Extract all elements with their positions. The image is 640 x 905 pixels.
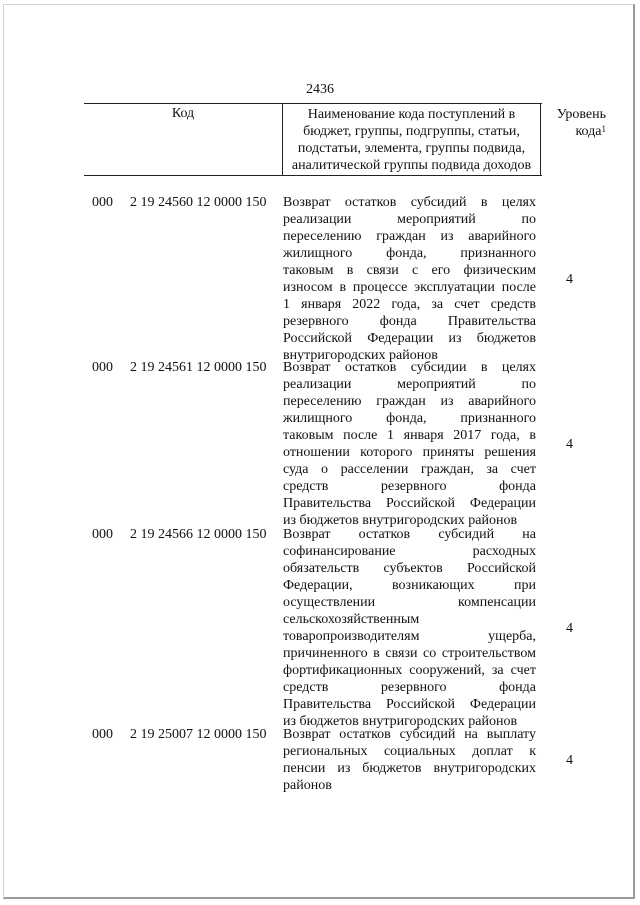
row-income-code: 2 19 24561 12 0000 150 [130,360,267,375]
header-divider [282,104,283,175]
header-level-word: кода [575,124,602,139]
row-name-line: переселению граждан из аварийного [283,394,536,409]
row-name-line: жилищного фонда, признанного [283,246,536,261]
row-level: 4 [566,753,573,768]
header-name-line: подстатьи, элемента, группы подвида, [297,141,526,156]
row-name-line: износом в процессе эксплуатации после [283,280,536,295]
row-type-code: 000 [92,195,113,210]
header-level [542,106,606,140]
page-number: 2436 [306,82,334,97]
row-name-line: Возврат остатков субсидий в целях [283,195,536,210]
row-name-line: сельскохозяйственным [283,612,420,627]
row-name-line: Российской Федерации из бюджетов [283,331,536,346]
header-name-line: Наименование кода поступлений в [307,107,516,122]
row-name-line: фортификационных сооружений, за счет [283,663,536,678]
row-name-line: таковым после 1 января 2017 года, в [283,428,536,443]
row-name-line: жилищного фонда, признанного [283,411,536,426]
row-name-line: Федерации, возникающих при [283,578,536,593]
row-level: 4 [566,272,573,287]
row-name-line: из бюджетов внутригородских районов [283,714,518,729]
row-type-code: 000 [92,527,113,542]
row-name-line: реализации мероприятий по [283,212,536,227]
row-level: 4 [566,437,573,452]
header-level-line [542,123,606,140]
row-name-line: причиненного в связи со строительством [283,646,536,661]
row-name-line: реализации мероприятий по [283,377,536,392]
header-code: Код [171,106,195,121]
header-name [284,106,539,174]
row-name-line: Правительства Российской Федерации [283,697,536,712]
row-name [283,194,536,364]
row-name-line: средств резервного фонда [283,680,536,695]
row-type-code: 000 [92,727,113,742]
row-name-line: Возврат остатков субсидий на [283,527,536,542]
row-income-code: 2 19 25007 12 0000 150 [130,727,267,742]
row-name-line: районов [283,778,332,793]
row-name-line: таковым в связи с его физическим [283,263,536,278]
row-name [283,526,536,730]
row-income-code: 2 19 24560 12 0000 150 [130,195,267,210]
row-name-line: внутригородских районов [283,348,438,363]
header-name-line: бюджет, группы, подгруппы, статьи, [303,124,520,139]
row-name-line: отношении которого приняты решения [283,445,536,460]
row-name-line: из бюджетов внутригородских районов [283,513,518,528]
row-name [283,726,536,794]
row-level: 4 [566,621,573,636]
row-type-code: 000 [92,360,113,375]
table-header [84,103,606,176]
header-divider [540,104,541,175]
row-name-line: Возврат остатков субсидий на выплату [283,727,536,742]
row-name [283,359,536,529]
row-name-line: Правительства Российской Федерации [283,496,536,511]
row-name-line: переселению граждан из аварийного [283,229,536,244]
row-name-line: Возврат остатков субсидии в целях [283,360,536,375]
header-name-line: аналитической группы подвида доходов [291,158,532,173]
row-name-line: 1 января 2022 года, за счет средств [283,297,536,312]
row-income-code: 2 19 24566 12 0000 150 [130,527,267,542]
row-name-line: средств резервного фонда [283,479,536,494]
row-name-line: осуществлении компенсации [283,595,536,610]
row-name-line: пенсии из бюджетов внутригородских [283,761,536,776]
row-name-line: обязательств субъектов Российской [283,561,536,576]
header-level-line: Уровень [556,107,606,122]
row-name-line: резервного фонда Правительства [283,314,536,329]
row-name-line: региональных социальных доплат к [283,744,536,759]
row-name-line: суда о расселении граждан, за счет [283,462,536,477]
footnote-marker: 1 [601,124,606,134]
row-name-line: софинансирование расходных [283,544,536,559]
row-name-line: товаропроизводителям ущерба, [283,629,536,644]
